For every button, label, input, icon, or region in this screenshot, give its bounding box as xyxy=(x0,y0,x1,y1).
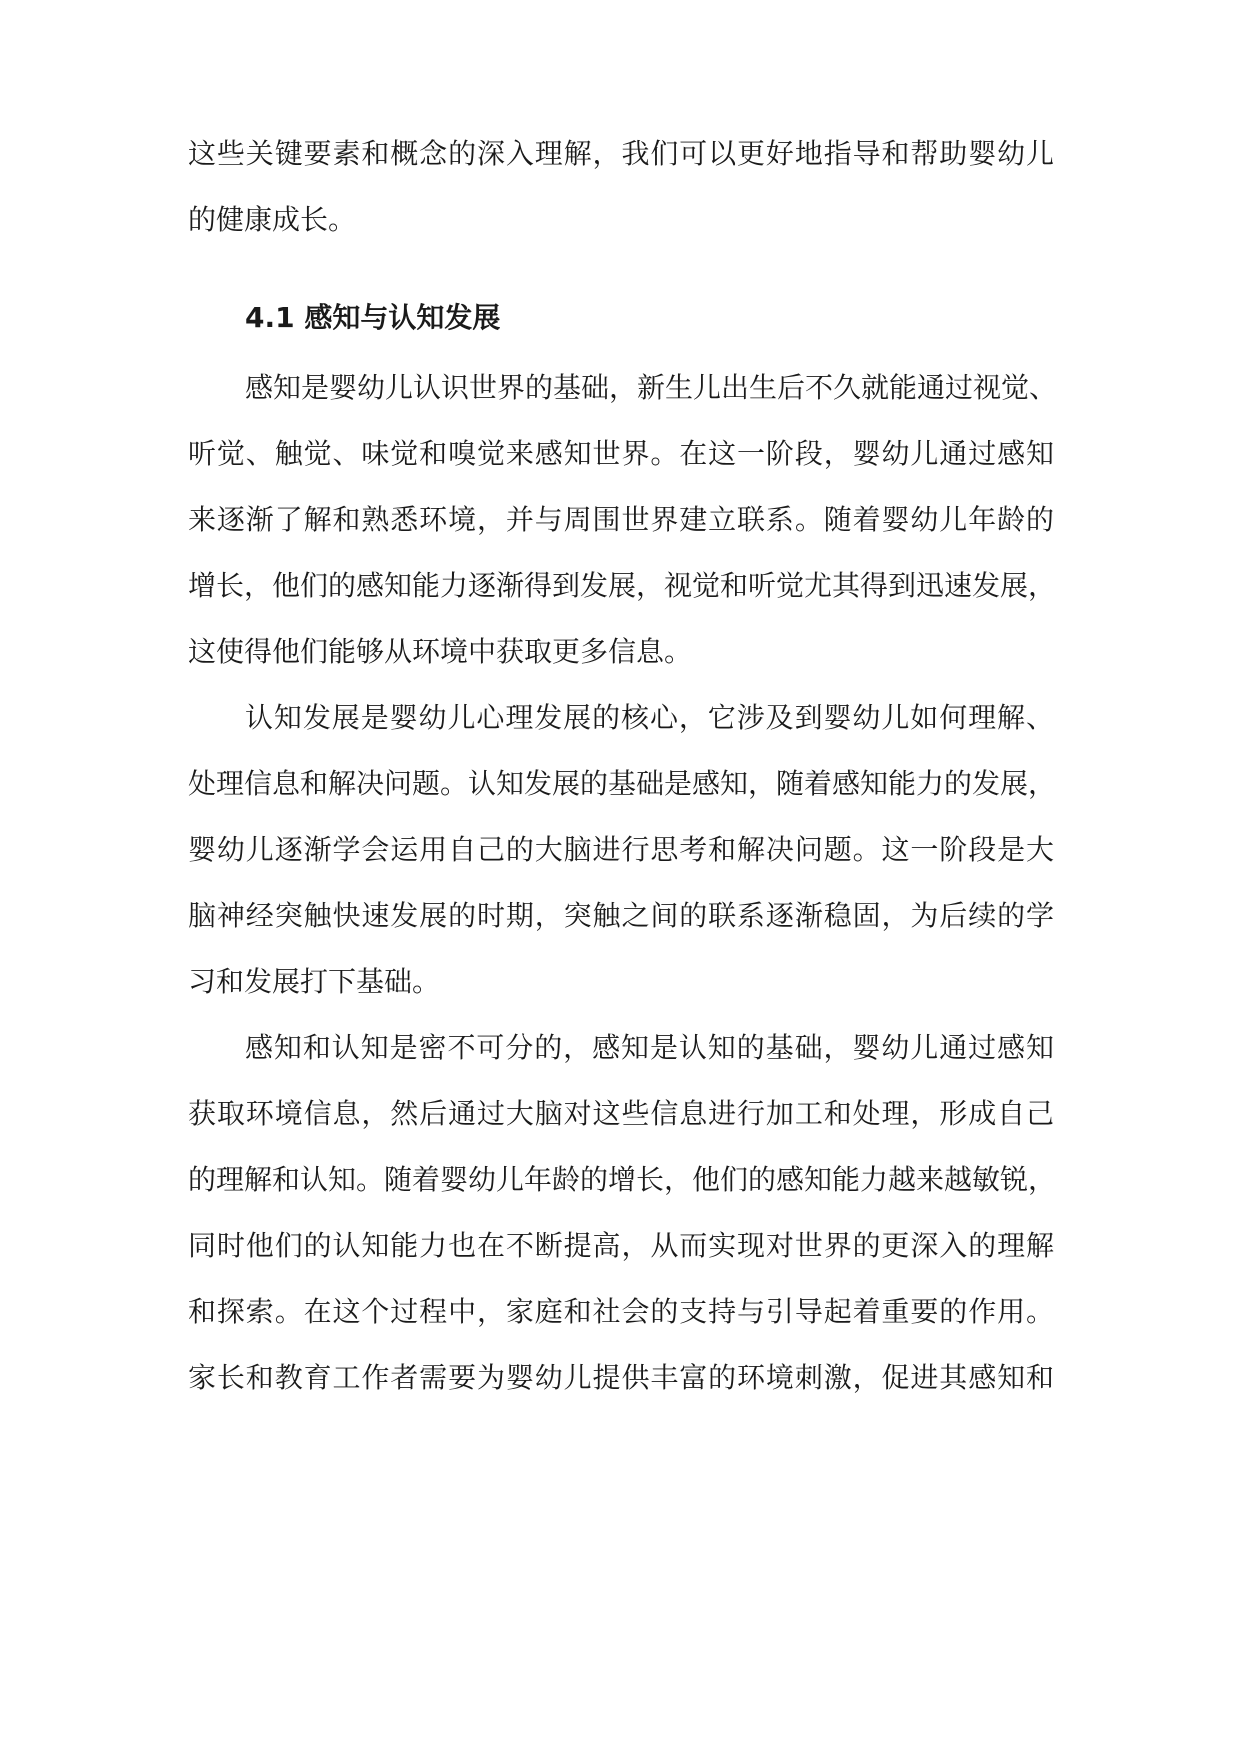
p3-line-1: 感知和认知是密不可分的，感知是认知的基础，婴幼儿通过感知 xyxy=(245,1031,1054,1064)
p2-line-1: 认知发展是婴幼儿心理发展的核心，它涉及到婴幼儿如何理解、 xyxy=(245,701,1054,734)
p3-line-5: 和探索。在这个过程中，家庭和社会的支持与引导起着重要的作用。 xyxy=(188,1295,1054,1328)
section-heading: 4.1 感知与认知发展 xyxy=(245,301,501,334)
p1-line-3: 来逐渐了解和熟悉环境，并与周围世界建立联系。随着婴幼儿年龄的 xyxy=(188,503,1054,536)
p3-line-6: 家长和教育工作者需要为婴幼儿提供丰富的环境刺激，促进其感知和 xyxy=(188,1361,1054,1394)
intro-line-1: 这些关键要素和概念的深入理解，我们可以更好地指导和帮助婴幼儿 xyxy=(188,137,1054,170)
p1-line-2: 听觉、触觉、味觉和嗅觉来感知世界。在这一阶段，婴幼儿通过感知 xyxy=(188,437,1054,470)
p2-line-3: 婴幼儿逐渐学会运用自己的大脑进行思考和解决问题。这一阶段是大 xyxy=(188,833,1054,866)
p3-line-4: 同时他们的认知能力也在不断提高，从而实现对世界的更深入的理解 xyxy=(188,1229,1054,1262)
p1-line-5: 这使得他们能够从环境中获取更多信息。 xyxy=(188,635,693,668)
p3-line-2: 获取环境信息，然后通过大脑对这些信息进行加工和处理，形成自己 xyxy=(188,1097,1054,1130)
p2-line-4: 脑神经突触快速发展的时期，突触之间的联系逐渐稳固，为后续的学 xyxy=(188,899,1054,932)
p2-line-5: 习和发展打下基础。 xyxy=(188,965,441,998)
p2-line-2: 处理信息和解决问题。认知发展的基础是感知，随着感知能力的发展， xyxy=(188,767,1057,800)
p1-line-4: 增长，他们的感知能力逐渐得到发展，视觉和听觉尤其得到迅速发展， xyxy=(188,569,1057,602)
p3-line-3: 的理解和认知。随着婴幼儿年龄的增长，他们的感知能力越来越敏锐， xyxy=(188,1163,1057,1196)
intro-line-2: 的健康成长。 xyxy=(188,203,357,236)
p1-line-1: 感知是婴幼儿认识世界的基础，新生儿出生后不久就能通过视觉、 xyxy=(245,371,1058,404)
